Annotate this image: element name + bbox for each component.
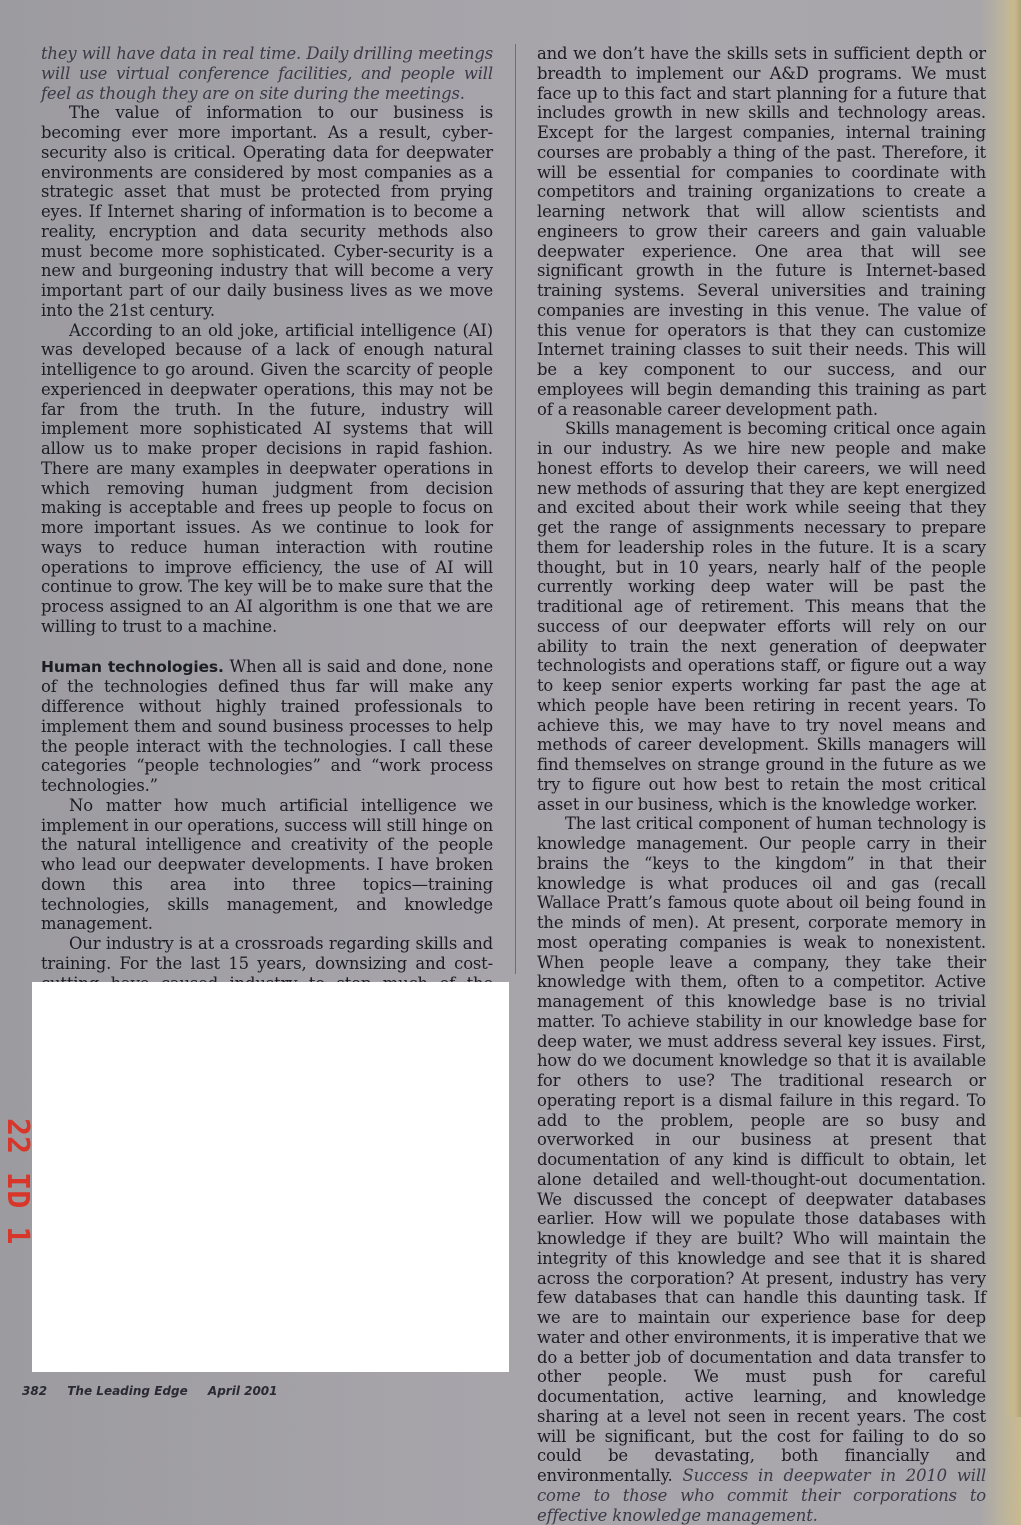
paragraph-artificial-intelligence: According to an old joke, artificial intelligence (AI) was developed because of a lack of enough natural intelligence to go around. Given the scarcity of people experienced in deepwater operations, this may not be far from the truth. In the future, industry will implement more sophisticated AI systems that will allow us to make proper decisions in rapid fashion. There are many examples in deepwater operations in which removing human judgment from decision making is acceptable and frees up people to focus on more important issues. As we continue to look for ways to reduce human interaction with routine operations to improve efficiency, the use of AI will continue to grow. The key will be to make sure that the process assigned to an AI algorithm is one that we are willing to trust to a machine.: [41, 320, 493, 636]
issue-date: April 2001: [207, 1384, 278, 1398]
column-divider: [515, 44, 516, 974]
journal-name: The Leading Edge: [67, 1384, 188, 1398]
intro-paragraph: they will have data in real time. Daily drilling meetings will use virtual conference facilities, and people will feel as though they are on site during the meetings.: [41, 44, 493, 103]
paragraph-natural-intelligence: No matter how much artificial intelligence we implement in our operations, success will still hinge on the natural intelligence and creativity of the people who lead our deepwater developments. I have broken down this area into three topics—training technologies, skills management, and knowledge management.: [41, 795, 493, 934]
paragraph-skills-training: Our industry is at a crossroads regarding skills and training. For the last 15 years, downsizing and cost-: [41, 934, 493, 973]
paragraph-text: When all is said and done, none of the technologies defined thus far will make any difference without highly trained professionals to implement them and sound business processes to help the people interact with the technologies. I call these categories “people technologies” and “work process technologies.”: [41, 656, 493, 795]
paragraph-skills-management: Skills management is becoming critical once again in our industry. As we hire new people and make honest efforts to develop their careers, we will need new methods of assuring that they are kept energized and excited about their work while seeing that they get the range of assignments necessary to prepare them for leadership roles in the future. It is a scary thought, but in 10 years, nearly half of the people currently working deep water will be past the traditional age of retirement. This means that the success of our deepwater efforts will rely on our ability to train the next generation of deepwater technologists and operations staff, or figure out a way to keep senior experts working far past the age at which people have been retiring in recent years. To achieve this, we may have to try novel means and methods of career development. Skills managers will find themselves on strange ground in the future as we try to figure out how best to retain the most critical asset in our business, which is the knowledge worker.: [537, 419, 986, 814]
left-column: [41, 44, 493, 1072]
paragraph-text: The last critical component of human technology is knowledge management. Our people carry in their brains the “keys to the kingdom” in that their knowledge is what produces oil and gas (recall Wallace Pratt’s famous quote about oil being found in the minds of men). At present, corporate memory in most operating companies is weak to nonexistent. When people leave a company, they take their knowledge with them, often to a competitor. Active management of this knowledge base is no trivial matter. To achieve stability in our knowledge base for deep water, we must address several key issues. First, how do we document knowledge so that it is available for others to use? The traditional research or operating report is a dismal failure in this regard. To add to the problem, people are so busy and overworked in our business at present that documentation of any kind is difficult to obtain, let alone detailed and well-thought-out documentation. We discussed the concept of deepwater databases earlier. How will we populate those databases with knowledge if they are built? Who will maintain the integrity of this knowledge and see that it is shared across the corporation? At present, industry has very few databases that can handle this daunting task. If we are to maintain our experience base for deep water and other environments, it is imperative that we do a better job of documentation and data transfer to other people. We must push for careful documentation, active learning, and knowledge sharing at a level not seen in recent years. The cost will be significant, but the cost for failing to do so could be devastating, both financially and environmentally.: [537, 814, 986, 1485]
blank-image-area: [32, 982, 509, 1372]
paragraph-human-technologies: [41, 657, 493, 796]
paragraph-cyber-security: The value of information to our business is becoming ever more important. As a result, cyber-security also is critical. Operating data for deepwater environments are considered by most companies as a strategic asset that must be protected from prying eyes. If Internet sharing of information is to become a reality, encryption and data security methods also must become more sophisticated. Cyber-security is a new and burgeoning industry that will become a very important part of our daily business lives as we move into the 21st century.: [41, 103, 493, 320]
page-spine-shadow: [1005, 0, 1021, 1417]
closing-statement: Success in deepwater in 2010 will come to those who commit their corporations to effective knowledge management.: [537, 1466, 986, 1525]
section-heading: Human technologies.: [41, 657, 224, 676]
page-footer: [22, 1384, 294, 1398]
right-column: [537, 44, 986, 1525]
page-number: 382: [22, 1384, 48, 1398]
edge-marks: 22 ID 1: [0, 1118, 35, 1245]
paragraph-training-networks: and we don’t have the skills sets in sufficient depth or breadth to implement our A&D programs. We must face up to this fact and start planning for a future that includes growth in new skills and technology areas. Except for the largest companies, internal training courses are probably a thing of the past. Therefore, it will be essential for companies to coordinate with competitors and training organizations to create a learning network that will allow scientists and engineers to grow their careers and gain valuable deepwater experience. One area that will see significant growth in the future is Internet-based training systems. Several universities and training companies are investing in this venue. The value of this venue for operators is that they can customize Internet training classes to suit their needs. This will be a key component to our success, and our employees will begin demanding this training as part of a reasonable career development path.: [537, 44, 986, 419]
paragraph-knowledge-management: [537, 814, 986, 1525]
